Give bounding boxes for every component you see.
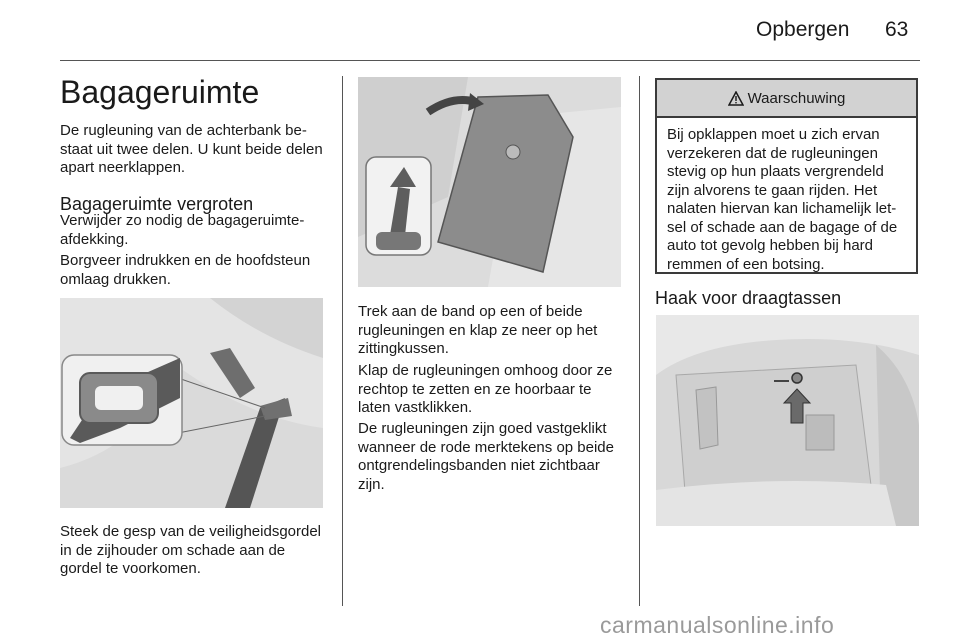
column-divider-right: [639, 76, 640, 606]
column-divider-left: [342, 76, 343, 606]
seatbelt-drawing: [60, 298, 323, 508]
paragraph-headrest: Borgveer indrukken en de hoofdsteun omlaag drukken.: [60, 252, 311, 288]
seat-fold-drawing: [358, 77, 621, 287]
paragraph-pull-strap: Trek aan de band op een of beide rugleuningen en klap ze neer op het zittingkussen.: [358, 303, 598, 357]
warning-text: Bij opklappen moet u zich ervan verzekeren dat de rugleuningen stevig op hun plaats vergrendeld zijn alvorens te gaan rijden. Het nalaten hiervan kan lichamelijk letsel of schade aan de bagage of de auto tot gevolg hebben bij hard remmen of een botsing.: [667, 126, 898, 273]
page-number: 63: [885, 18, 909, 41]
paragraph-latched: De rugleuningen zijn goed vastgeklikt wanneer de rode merktekens op beide ontgrendelingsbanden niet zichtbaar zijn.: [358, 420, 614, 493]
caption-seatbelt: Steek de gesp van de veiligheidsgordel in de zijhouder om schade aan de gordel te voorkomen.: [60, 523, 322, 577]
page-header-title: Opbergen: [756, 18, 850, 41]
illustration-bag-hook: [656, 315, 919, 526]
paragraph-fold-up: Klap de rugleuningen omhoog door ze rechtop te zetten en ze hoorbaar te laten vastklikken.: [358, 362, 613, 416]
section-heading: Bagageruimte: [60, 74, 260, 110]
intro-paragraph: De rugleuning van de achterbank bestaat uit twee delen. U kunt beide delen apart neerklappen.: [60, 122, 323, 176]
illustration-seatbelt: [60, 298, 323, 508]
subheading-bag-hook: Haak voor draagtassen: [655, 288, 842, 308]
warning-box: [655, 78, 918, 274]
warning-triangle-icon: [728, 91, 744, 106]
warning-header: [657, 80, 916, 118]
footer-watermark: carmanualsonline.info: [600, 612, 835, 638]
paragraph-remove-cover: Verwijder zo nodig de bagageruimteafdekking.: [60, 212, 305, 248]
subheading-enlarge: Bagageruimte vergroten: [60, 194, 254, 214]
illustration-seat-fold: [358, 77, 621, 287]
warning-title: Waarschuwing: [747, 89, 846, 107]
header-rule: [60, 60, 920, 61]
bag-hook-drawing: [656, 315, 919, 526]
